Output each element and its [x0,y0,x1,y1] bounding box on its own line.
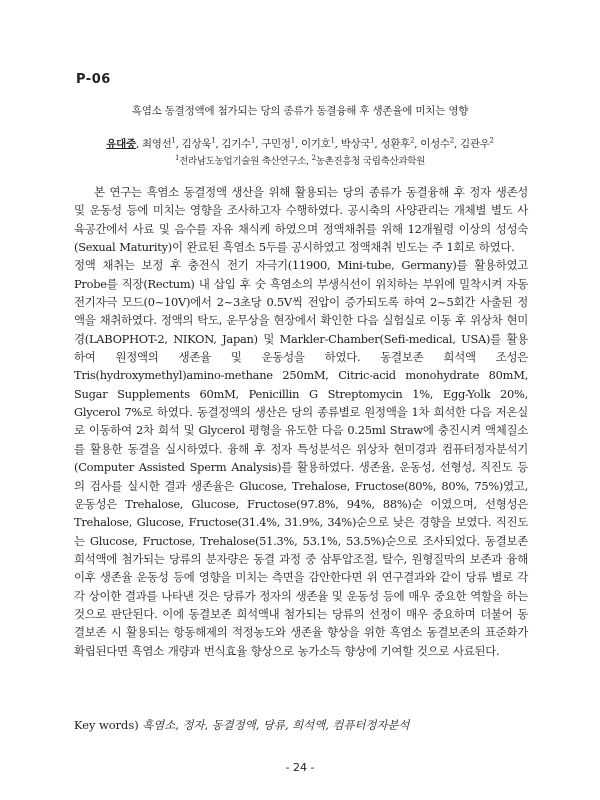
author-name: 이기호 [300,138,331,150]
author-name: 최영선 [141,138,172,150]
author-affiliation-mark: 1 [171,136,176,145]
author-name: 박상국 [340,138,371,150]
abstract-paragraph-methods-results: 정액 채취는 보정 후 충전식 전기 자극기(11900, Mini-tube, Germany)를 활용하였고 Probe를 직장(Rectum) 내 삽입 후 숫 흑염소의 부생식선이 위치하는 부위에 밀착시켜 자동 전기자극 모드(0~10V)에서 2~3초당 0.5V씩 전압이 증가되도록 하여 2~5회간 사출된 정액을 채취하였다. 정액의 탁도, 운무상을 현장에서 확인한 다음 실험실로 이동 후 위상차 현미경(LABOPHOT-2, NIKON, Japan) 및 Markler-Chamber(Sefi-medical, USA)를 활용하여 원정액의 생존율 및 운동성을 하였다. 동결보존 희석액 조성은 Tris(hydroxymethyl)amino-methane 250mM, Citric-acid monohydrate 80mM, Sugar Supplements 60mM, Penicillin G Streptomycin 1%, Egg-Yolk 20%, Glycerol 7%로 하였다. 동결정액의 생산은 당의 종류별로 원정액을 1차 희석한 다음 저온실로 이동하여 2차 희석 및 Glycerol 평형을 유도한 다음 0.25ml Straw에 충진시켜 액체질소를 활용한 동결을 실시하였다. 융해 후 정자 특성분석은 위상차 현미경과 컴퓨터정자분석기(Computer Assisted Sperm Analysis)를 활용하였다. 생존율, 운동성, 선형성, 직진도 등의 검사를 실시한 결과 생존율은 Glucose, Trehalose, Fructose(80%, 80%, 75%)였고, 운동성은 Trehalose, Glucose, Fructose(97.8%, 94%, 88%)순 이였으며, 선형성은 Trehalose, Glucose, Fructose(31.4%, 31.9%, 34%)순으로 낮은 경향을 보였다. 직진도는 Glucose, Fructose, Trehalose(51.3%, 53.1%, 53.5%)순으로 조사되었다. 동결보존 희석액에 첨가되는 당류의 분자량은 동결 과정 중 삼투압조절, 탈수, 원형질막의 보존과 융해 이후 생존율 운동성 등에 영향을 미치는 측면을 감안한다면 위 연구결과와 같이 당류 별로 각각 상이한 결과를 나타낸 것은 당류가 정자의 생존율 및 운동성 등에 매우 중요한 역할을 하는 것으로 판단된다. 이에 동결보존 희석액내 첨가되는 당류의 선정이 매우 중요하며 더불어 동결보존 시 활용되는 항동해제의 적정농도와 생존율 향상을 위한 흑염소 동결보존의 표준화가 확립된다면 흑염소 개량과 번식효율 향상으로 농가소득 향상에 기여할 것으로 사료된다. [74,258,528,658]
author-affiliation-mark: 1 [250,136,256,145]
keywords-label: Key words) [74,718,139,732]
author-name: 이성수 [420,138,450,150]
author-affiliation-mark: 1 [330,136,335,145]
author-name: 김상욱 [181,138,212,150]
paper-title: 흑염소 동결정액에 첨가되는 당의 종류가 동결융해 후 생존율에 미치는 영향 [131,105,469,117]
keywords-values: 흑염소, 정자, 동결정액, 당류, 희석액, 컴퓨터정자분석 [142,718,410,732]
affiliation-name: 전라남도농업기술원 축산연구소 [179,156,307,167]
author-name: 김관우 [460,138,490,150]
author-name: 구민정 [261,138,291,150]
affiliation-mark: 2 [311,153,316,162]
author-affiliation-mark: 1 [370,136,375,145]
abstract-body [74,183,528,660]
affiliation-mark: 1 [174,153,180,162]
abstract-paragraph-intro: 본 연구는 흑염소 동결정액 생산을 위해 활용되는 당의 종류가 동결융해 후 정자 생존성 및 운동성 등에 미치는 영향을 조사하고자 수행하였다. 공시축의 사양관리는 개체별 별도 사육공간에서 사료 및 음수를 자유 채식케 하였으며 정액채취를 위해 12개월령 이상의 성성숙(Sexual Maturity)이 완료된 흑염소 5두를 공시하였고 정액채취 빈도는 주 1회로 하였다. [74,185,528,255]
author-affiliation-mark: 1 [211,136,216,145]
author-affiliation-mark: 1 [290,136,295,145]
author-affiliation-mark: 2 [410,136,415,145]
page-number: - 24 - [285,761,315,774]
author-name: 김기수 [221,138,251,150]
affiliation-line: $^1$전라남도농업기술원 축산연구소, $^2$농촌진흥청 국립축산과학원 [174,153,425,167]
poster-id: P-06 [76,72,111,87]
author-line: 유대중, 최영선$^1$, 김상욱$^1$, 김기수$^1$, 구민정$^1$, 이기호$^1$, 박상국$^1$, 성환후$^2$, 이성수$^2$, 김관우$^2$ [106,136,494,150]
affiliation-name: 농촌진흥청 국립축산과학원 [315,156,425,167]
author-affiliation-mark: 2 [489,136,494,145]
presenting-author: 유대중 [106,138,136,150]
author-name: 성환후 [380,138,411,150]
author-affiliation-mark: 2 [449,136,454,145]
keywords-line [74,717,528,733]
